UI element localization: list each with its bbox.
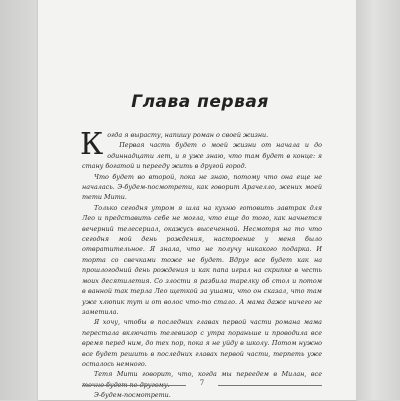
paragraph-2: Первая часть будет о моей жизни от начала и до одиннадцати лет, и я уже знаю, что там будет в конце: я стану богатой и перееду жить в другой город. — [82, 141, 322, 171]
paragraph-7: Э-будем-посмотрети. — [94, 391, 171, 400]
paragraph-5: Я хочу, чтобы в последних главах первой части романа мама перестала включать телевизор с утра пораньше и проводила все время перед ним, до тех пор, пока я не уйду в школу. Потом нужно все будет решить в последних главах первой части, терпеть уже осталось немного. — [82, 318, 322, 368]
page-number: 7 — [199, 379, 205, 387]
paragraph-4: Только сегодня утром я шла на кухню готовить завтрак для Лео и представить себе не могла, что еще до того, как начнется вечерний телесериал, окажусь высеченной. Несмотря на то что сегодня мой день рождения, настроение у меня было отвратительное. Я знала, что не получу никакого подарка. И торта со свечками тоже не будет. Вдруг все будет как на прошлогодний день рождения и как папа играл на скрипке в честь моих десятилетия. Со злости я разбила тарелку об стол и потом в ванной так терла Лео щеткой за ушами, что он сказал, что там уже хлюпик тут и от волос что-то стало. А мама даже ничего не заметила. — [82, 203, 322, 316]
chapter-title: Глава первая — [131, 92, 269, 112]
book-gutter — [0, 0, 38, 400]
paragraph-6: Тетя Мити говорит, что, когда мы переедем в Милан, все точно будет по-другому. — [82, 370, 322, 389]
drop-cap: К — [80, 127, 104, 162]
footer-rule-right — [218, 385, 322, 386]
paragraph-1-text: огда я вырасту, напишу роман о своей жизни. — [107, 131, 269, 139]
next-page-edge — [356, 0, 400, 400]
chapter-body — [80, 127, 322, 401]
page-footer — [82, 379, 322, 391]
paragraph-3: Что будет во второй, пока не знаю, потому что она еще не началась. Э-будем-посмотрети, как говорит Арачелло, жених моей тети Мити. — [82, 172, 322, 202]
